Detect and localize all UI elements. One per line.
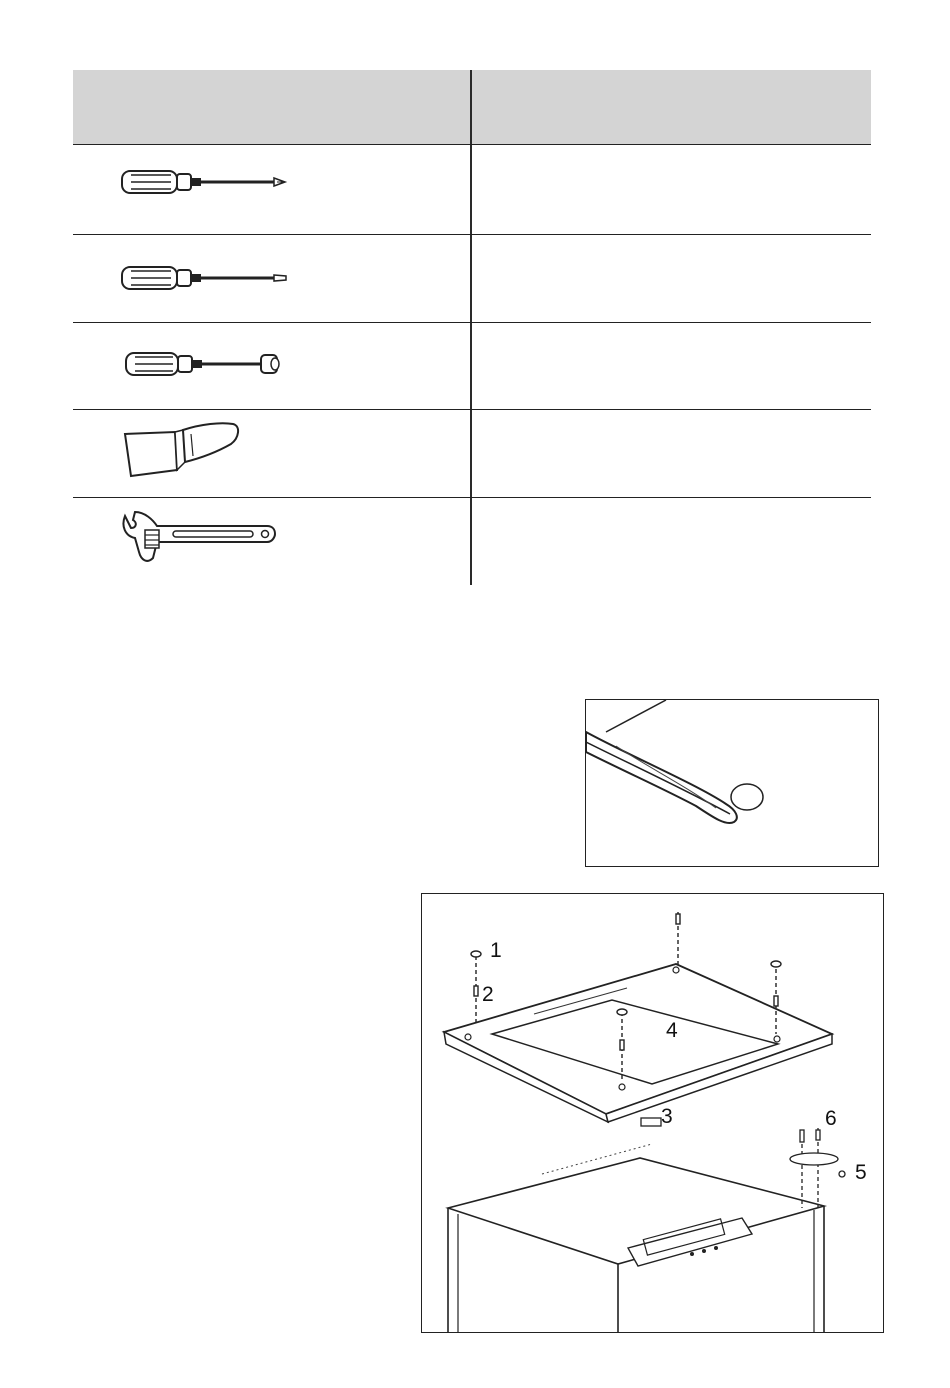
- table-row: [73, 323, 871, 410]
- tools-table: [73, 70, 871, 585]
- screwdriver-tip-figure: [585, 699, 879, 867]
- table-header: [73, 70, 871, 144]
- putty-knife-icon: [121, 416, 251, 486]
- nut-driver-icon: [123, 345, 303, 385]
- table-row: [73, 410, 871, 497]
- callout-label: 5: [855, 1161, 867, 1184]
- screwdriver-tip-illustration: [586, 700, 878, 866]
- table-row: [73, 498, 871, 585]
- callout-label: 1: [490, 939, 502, 962]
- callout-label: 4: [666, 1019, 678, 1042]
- top-cover-exploded-figure: [421, 893, 884, 1333]
- callout-label: 6: [825, 1107, 837, 1130]
- table-row: [73, 235, 871, 322]
- callout-label: 2: [482, 983, 494, 1006]
- callout-label: 3: [661, 1105, 673, 1128]
- table-row: [73, 145, 871, 232]
- adjustable-wrench-icon: [117, 506, 277, 572]
- phillips-screwdriver-icon: [119, 163, 299, 203]
- flat-screwdriver-icon: [119, 259, 299, 299]
